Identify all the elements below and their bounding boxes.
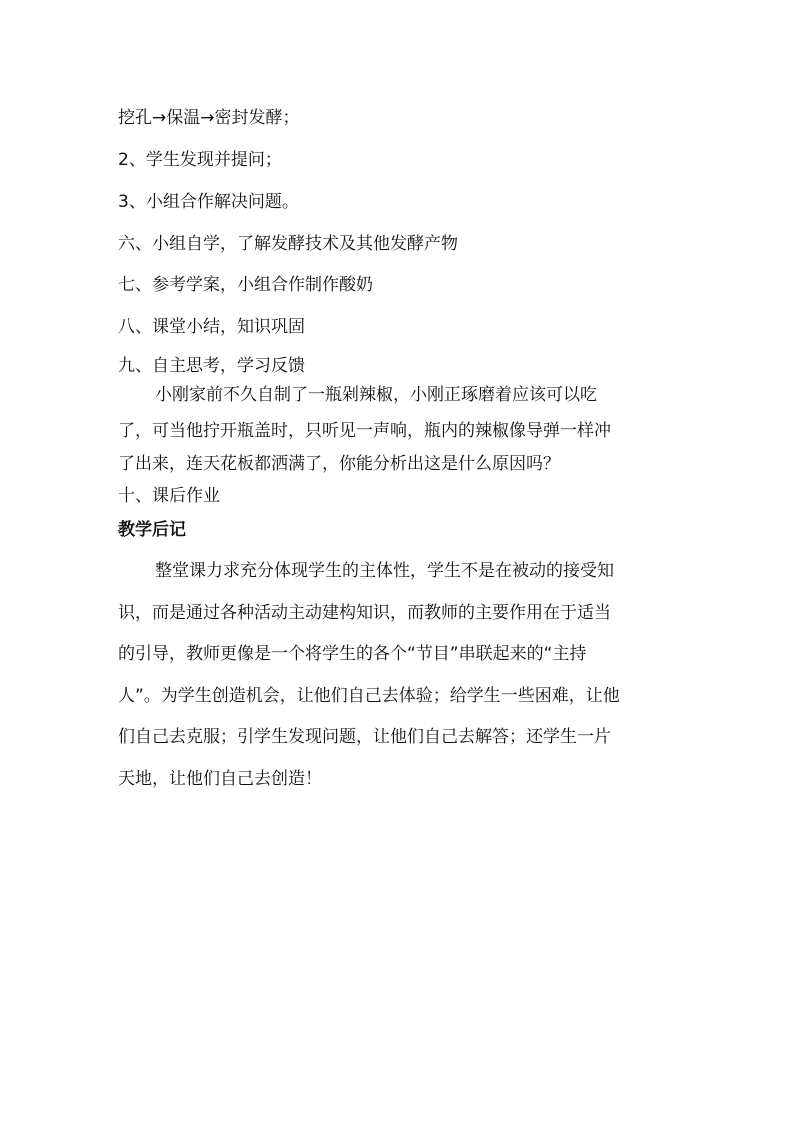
reflection-line-3: 的引导，教师更像是一个将学生的各个“节目”串联起来的“主持 bbox=[118, 644, 587, 664]
question-line-1: 小刚家前不久自制了一瓶剁辣椒，小刚正琢磨着应该可以吃 bbox=[155, 385, 597, 405]
section-6: 六、小组自学，了解发酵技术及其他发酵产物 bbox=[118, 234, 458, 254]
process-steps: 挖孔→保温→密封发酵； bbox=[118, 108, 300, 128]
reflection-line-1: 整堂课力求充分体现学生的主体性，学生不是在被动的接受知 bbox=[155, 561, 614, 581]
reflection-title: 教学后记 bbox=[118, 520, 186, 540]
section-10: 十、课后作业 bbox=[118, 486, 220, 506]
reflection-line-2: 识，而是通过各种活动主动建构知识，而教师的主要作用在于适当 bbox=[118, 603, 611, 623]
reflection-line-5: 们自己去克服；引学生发现问题，让他们自己去解答；还学生一片 bbox=[118, 727, 611, 747]
list-item-2: 2、学生发现并提问； bbox=[118, 150, 282, 170]
reflection-line-4: 人”。为学生创造机会，让他们自己去体验；给学生一些困难，让他 bbox=[118, 686, 620, 706]
question-line-3: 了出来，连天花板都洒满了，你能分析出这是什么原因吗？ bbox=[118, 454, 560, 474]
question-line-2: 了，可当他拧开瓶盖时，只听见一声响，瓶内的辣椒像导弹一样冲 bbox=[118, 421, 611, 441]
reflection-line-6: 天地，让他们自己去创造！ bbox=[118, 769, 322, 789]
section-8: 八、课堂小结，知识巩固 bbox=[118, 317, 305, 337]
list-item-3: 3、小组合作解决问题。 bbox=[118, 192, 299, 212]
section-7: 七、参考学案，小组合作制作酸奶 bbox=[118, 275, 373, 295]
section-9: 九、自主思考，学习反馈 bbox=[118, 356, 305, 376]
